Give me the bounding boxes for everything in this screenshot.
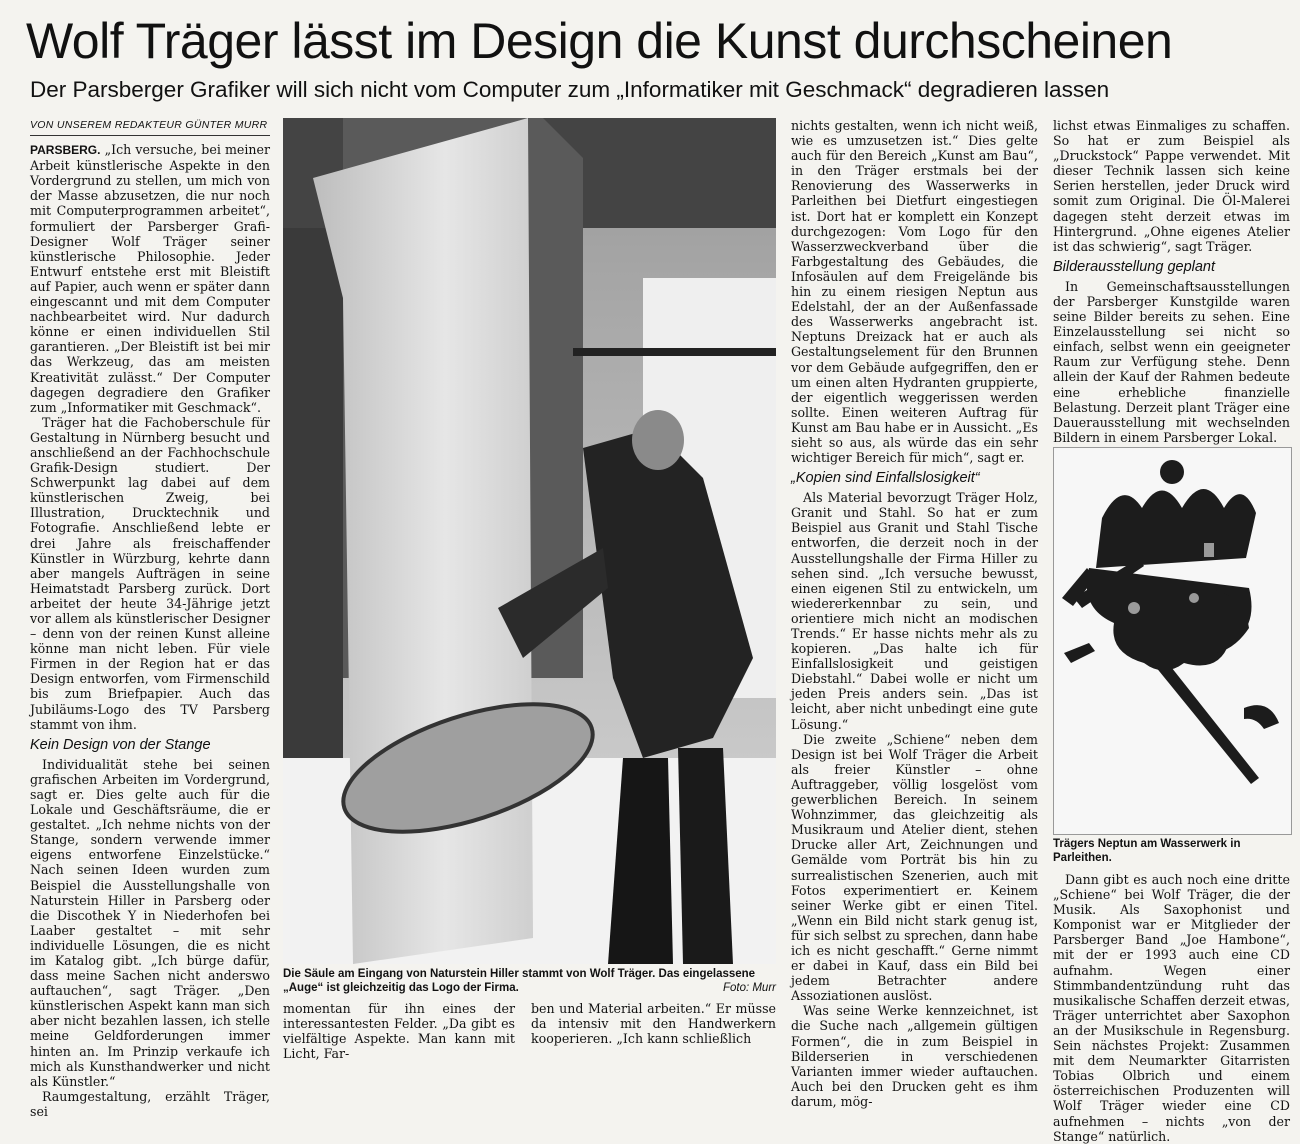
headline: Wolf Träger lässt im Design die Kunst durchscheinen — [26, 13, 1173, 69]
paragraph: Raumgestaltung, erzählt Träger, sei — [30, 1088, 270, 1119]
section-heading: Kein Design von der Stange — [30, 736, 211, 753]
paragraph: nichts gestalten, wenn ich nicht weiß, wie es umzusetzen ist.“ Dies gelte auch für den Bereich „Kunst am Bau“, in den Träger erstmals bei der Renovierung des Wasserwerks in Parleithen bei Dietfurt eingestiegen ist. Dort hat er komplett ein Konzept durchgezogen: Vom Logo für den Wasserzweckverband über die Farbgestaltung des Gebäudes, die Infosäulen auf dem Freigelände bis hin zu einem riesigen Neptun aus Edelstahl, der an der Außenfassade des Wasserwerks angebracht ist. Neptuns Dreizack hat er auch als Gestaltungselement für den Brunnen vor dem Gebäude aufgegriffen, den er um einen alten Hydranten gruppierte, der eigentlich weggerissen werden sollte. Einen weiteren Auftrag für Kunst am Bau habe er in Aussicht. „Es sieht so aus, als würde das ein sehr wichtiger Bereich für mich“, sagt er. — [791, 118, 1038, 466]
column-4 — [791, 118, 1038, 1109]
main-photo-caption — [283, 967, 776, 995]
byline: VON UNSEREM REDAKTEUR GÜNTER MURR — [30, 118, 270, 136]
paragraph: Dann gibt es auch noch eine dritte „Schiene“ bei Wolf Träger, die der Musik. Als Saxophonist und Komponist war er Mitglieder der Parsberger Band „Joe Hambone“, mit der er 1993 auch eine CD aufnahm. Wegen einer Stimmbandentzündung ruht das musikalische Schaffen derzeit etwas, Träger unterrichtet aber Saxophon an der Musikschule in Regensburg. Sein nächstes Projekt: Zusammen mit dem Neumarkter Gitarristen Tobias Olbrich und einem österreichischen Produzenten will Wolf Träger wieder eine CD aufnehmen – nichts „von der Stange“ natürlich. — [1053, 872, 1290, 1144]
paragraph: ben und Material arbeiten.“ Er müsse da intensiv mit den Handwerkern kooperieren. „Ich kann schließlich — [531, 1001, 776, 1047]
dateline: PARSBERG. — [30, 143, 101, 158]
column-3-bottom — [531, 1001, 776, 1049]
paragraph: Was seine Werke kennzeichnet, ist die Suche nach „allgemein gültigen Formen“, die in zum Beispiel in Bilderserien in verschiedenen Varianten immer wieder auftauchen. Auch bei den Drucken geht es ihm darum, mög- — [791, 1003, 1038, 1109]
column-1 — [30, 118, 270, 1119]
paragraph-text: „Ich versuche, bei meiner Arbeit künstlerische Aspekte in den Vordergrund zu stellen, um mich von der Masse abzusetzen, die nur noch mit Computerprogrammen arbeitet“, formuliert der Parsberger Grafi-Designer Wolf Träger seiner künstlerische Philosophie. Jeder Entwurf entstehe erst mit Bleistift auf Papier, auch wenn er später dann eingescannt und mit dem Computer nachbearbeitet wird. Nur dadurch könne er einen individuellen Stil garantieren. „Der Bleistift ist bei mir das Werkzeug, das am meisten Kreativität zulässt.“ Der Computer dagegen degradiere den Grafiker zum „Informatiker mit Geschmack“. — [30, 142, 270, 415]
neptun-photo-caption: Trägers Neptun am Wasserwerk in Parleithen. — [1053, 838, 1241, 864]
paragraph: lichst etwas Einmaliges zu schaffen. So hat er zum Beispiel als „Druckstock“ Pappe verwendet. Mit dieser Technik lassen sich keine Serien herstellen, jeder Druck wird somit zum Original. Die Öl-Malerei dagegen steht derzeit etwas im Hintergrund. „Ohne eigenes Atelier ist das schwierig“, sagt Träger. — [1053, 118, 1290, 254]
column-5-top — [1053, 118, 1290, 443]
caption-text: Die Säule am Eingang von Naturstein Hiller stammt von Wolf Träger. Das eingelassene „Auge“ ist gleichzeitig das Logo der Firma. — [283, 968, 756, 994]
column-2-bottom — [283, 1001, 515, 1062]
main-photo-illustration — [283, 118, 776, 964]
paragraph: Individualität stehe bei seinen grafischen Arbeiten im Vordergrund, sagt er. Dies gelte auch für die Lokale und Geschäftsräume, die er gestaltet. „Ich nehme nichts von der Stange, sondern verwende immer eigens entworfene Einzelstücke.“ Nach seinen Ideen wurden zum Beispiel die Ausstellungshalle von Naturstein Hiller in Parsberg oder die Discothek Y in Niederhofen bei Laaber gestaltet – mit sehr individuelle Lösungen, die es nicht im Katalog gibt. „Ich bürge dafür, dass meine Sachen nicht anderswo auftauchen“, sagt Träger. „Den künstlerischen Aspekt kann man sich aber nicht bezahlen lassen, ich stelle meine Geldforderungen immer hinten an. Im Prinzip verkaufe ich mich als Kunsthandwerker und nicht als Künstler.“ — [30, 756, 270, 1089]
neptun-illustration — [1054, 448, 1291, 834]
paragraph: In Gemeinschaftsausstellungen der Parsberger Kunstgilde waren seine Bilder bereits zu sehen. Eine Einzelausstellung sei nicht so einfach, selbst wenn ein geeigneter Raum zur Verfügung stehe. Denn allein der Kauf der Rahmen bedeute eine erhebliche finanzielle Belastung. Derzeit plant Träger eine Dauerausstellung mit wechselnden Bildern in einem Parsberger Lokal. — [1053, 278, 1290, 445]
section-heading: Bilderausstellung geplant — [1053, 258, 1216, 275]
paragraph — [30, 142, 270, 415]
paragraph: momentan für ihn eines der interessantesten Felder. „Da gibt es vielfältige Aspekte. Man kann mit Licht, Far- — [283, 1001, 515, 1062]
column-5-bottom — [1053, 872, 1290, 1144]
photo-credit: Foto: Murr — [722, 982, 776, 994]
main-photo — [283, 118, 776, 964]
section-heading: „Kopien sind Einfallslosigkeit“ — [791, 470, 980, 487]
neptun-photo — [1053, 447, 1292, 835]
paragraph: Träger hat die Fachoberschule für Gestaltung in Nürnberg besucht und anschließend an der Fachhochschule Grafik-Design studiert. Der Schwerpunkt lag dabei auf dem künstlerischen Zweig, bei Illustration, Drucktechnik und Fotografie. Anschließend lebte er drei Jahre als freischaffender Künstler in Würzburg, kehrte dann aber mangels Aufträgen in seine Heimatstadt Parsberg zurück. Dort arbeitet der heute 34-Jährige jetzt vor allem als künstlerischer Designer – denn von der reinen Kunst alleine könne man nicht leben. Für viele Firmen in der Region hat er das Design entworfen, vom Firmenschild bis zum Briefpapier. Auch das Jubiläums-Logo des TV Parsberg stammt von ihm. — [30, 414, 270, 732]
paragraph: Die zweite „Schiene“ neben dem Design ist bei Wolf Träger die Arbeit als freier Künstler – ohne Auftraggeber, völlig losgelöst vom gewerblichen Bereich. In seinem Wohnzimmer, das gleichzeitig als Musikraum und Atelier dient, stehen Drucke aller Art, Zeichnungen und Gemälde vom Porträt bis hin zu surrealistischen Szenerien, auch mit Fotos experimentiert er. Keinem seiner Werke gibt er einen Titel. „Wenn ein Bild nicht stark genug ist, für sich selbst zu sprechen, dann habe ich es nicht geschafft.“ Gerne nimmt er dabei in Kauf, dass ein Bild bei jedem Betrachter andere Assoziationen auslöst. — [791, 731, 1038, 1004]
paragraph: Als Material bevorzugt Träger Holz, Granit und Stahl. So hat er zum Beispiel aus Granit und Stahl Tische entworfen, die derzeit noch in der Ausstellungshalle der Firma Hiller zu sehen sind. „Ich versuche bewusst, einen eigenen Stil zu entwickeln, um wiedererkennbar zu sein, und orientiere mich nicht an modischen Trends.“ Er hasse nichts mehr als zu kopieren. „Das halte ich für Einfallslosigkeit und geistigen Diebstahl.“ Dabei wolle er nicht um jeden Preis anders sein. „Das ist leicht, aber nicht unbedingt eine gute Lösung.“ — [791, 490, 1038, 732]
subheadline: Der Parsberger Grafiker will sich nicht vom Computer zum „Informatiker mit Geschmack“ degradieren lassen — [30, 77, 1110, 102]
